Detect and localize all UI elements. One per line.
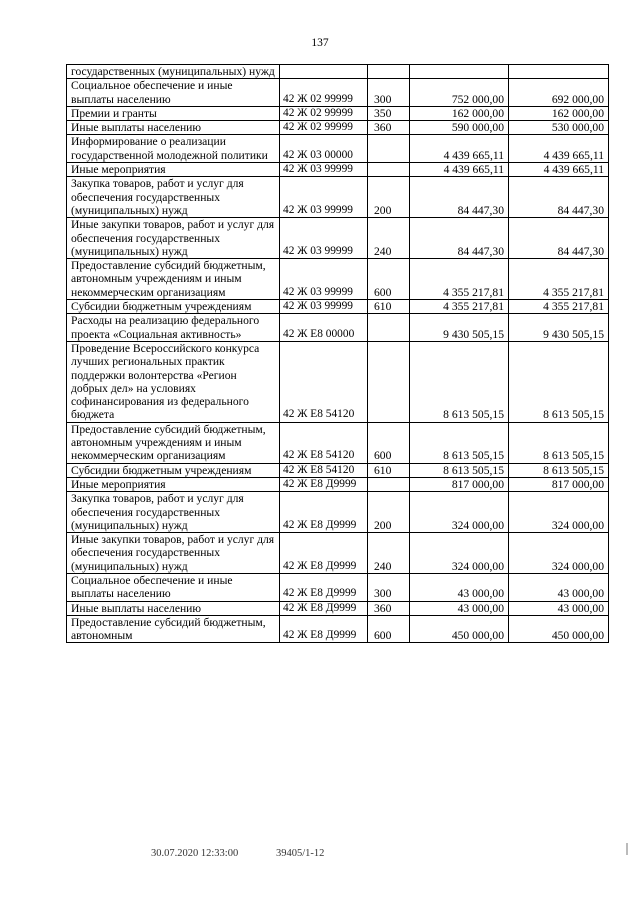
table-row (67, 163, 609, 177)
row-sum-1: 817 000,00 (410, 477, 509, 491)
table-row (67, 79, 609, 107)
row-sum-2: 4 439 665,11 (509, 163, 609, 177)
table-row (67, 492, 609, 533)
row-sum-2: 43 000,00 (509, 601, 609, 615)
footer-datetime: 30.07.2020 12:33:00 (151, 848, 239, 859)
row-code: 42 Ж 03 99999 (280, 259, 368, 300)
table-row (67, 314, 609, 342)
row-name: Социальное обеспечение и иные выплаты населению (67, 79, 280, 107)
row-code: 42 Ж E8 Д9999 (280, 492, 368, 533)
row-sum-1: 4 355 217,81 (410, 300, 509, 314)
row-name: Иные мероприятия (67, 163, 280, 177)
row-sum-2: 84 447,30 (509, 177, 609, 218)
row-type: 300 (368, 573, 410, 601)
row-sum-2: 84 447,30 (509, 218, 609, 259)
row-code: 42 Ж E8 54120 (280, 341, 368, 422)
row-type: 600 (368, 422, 410, 463)
row-type (368, 477, 410, 491)
row-code: 42 Ж 03 99999 (280, 177, 368, 218)
row-sum-1: 324 000,00 (410, 533, 509, 574)
row-type: 240 (368, 218, 410, 259)
row-sum-1: 162 000,00 (410, 106, 509, 120)
row-type (368, 65, 410, 79)
row-sum-1: 43 000,00 (410, 573, 509, 601)
row-code: 42 Ж 03 99999 (280, 163, 368, 177)
row-name: Премии и гранты (67, 106, 280, 120)
row-code: 42 Ж E8 54120 (280, 463, 368, 477)
row-name: Предоставление субсидий бюджетным, автономным учреждениям и иным некоммерческим организациям (67, 422, 280, 463)
row-sum-2: 692 000,00 (509, 79, 609, 107)
row-name: Закупка товаров, работ и услуг для обеспечения государственных (муниципальных) нужд (67, 177, 280, 218)
edge-mark (626, 843, 628, 855)
row-sum-2: 43 000,00 (509, 573, 609, 601)
row-sum-1: 84 447,30 (410, 177, 509, 218)
row-code: 42 Ж 03 99999 (280, 218, 368, 259)
row-sum-2: 450 000,00 (509, 615, 609, 643)
page-number: 137 (311, 37, 329, 49)
row-name: Иные мероприятия (67, 477, 280, 491)
row-type: 610 (368, 463, 410, 477)
row-sum-2: 8 613 505,15 (509, 422, 609, 463)
table-row (67, 341, 609, 422)
table-row (67, 65, 609, 79)
row-sum-2: 324 000,00 (509, 492, 609, 533)
row-code: 42 Ж 03 00000 (280, 135, 368, 163)
row-code: 42 Ж 02 99999 (280, 106, 368, 120)
table-row (67, 121, 609, 135)
table-row (67, 106, 609, 120)
row-name: Иные закупки товаров, работ и услуг для обеспечения государственных (муниципальных) нужд (67, 533, 280, 574)
row-sum-2: 9 430 505,15 (509, 314, 609, 342)
row-name: Иные выплаты населению (67, 121, 280, 135)
row-sum-1: 9 430 505,15 (410, 314, 509, 342)
row-name: Проведение Всероссийского конкурса лучших региональных практик поддержки волонтерства «Регион добрых дел» на условиях софинансирования из федерального бюджета (67, 341, 280, 422)
row-sum-2 (509, 65, 609, 79)
table-row (67, 177, 609, 218)
row-sum-1 (410, 65, 509, 79)
row-type: 200 (368, 492, 410, 533)
row-sum-1: 450 000,00 (410, 615, 509, 643)
row-name: Субсидии бюджетным учреждениям (67, 463, 280, 477)
row-sum-2: 162 000,00 (509, 106, 609, 120)
table-row (67, 533, 609, 574)
footer-doc-id: 39405/1-12 (276, 848, 325, 859)
row-name: государственных (муниципальных) нужд (67, 65, 280, 79)
row-code: 42 Ж 03 99999 (280, 300, 368, 314)
row-sum-1: 84 447,30 (410, 218, 509, 259)
row-code: 42 Ж E8 54120 (280, 422, 368, 463)
row-name: Закупка товаров, работ и услуг для обеспечения государственных (муниципальных) нужд (67, 492, 280, 533)
row-type (368, 163, 410, 177)
row-code: 42 Ж E8 Д9999 (280, 615, 368, 643)
row-type: 600 (368, 259, 410, 300)
row-sum-1: 8 613 505,15 (410, 463, 509, 477)
table-row (67, 573, 609, 601)
table-row (67, 259, 609, 300)
row-name: Предоставление субсидий бюджетным, автономным (67, 615, 280, 643)
row-sum-1: 324 000,00 (410, 492, 509, 533)
row-name: Расходы на реализацию федерального проекта «Социальная активность» (67, 314, 280, 342)
row-code: 42 Ж E8 00000 (280, 314, 368, 342)
row-type: 600 (368, 615, 410, 643)
row-code: 42 Ж 02 99999 (280, 121, 368, 135)
budget-table (66, 64, 609, 643)
row-sum-2: 817 000,00 (509, 477, 609, 491)
row-sum-2: 324 000,00 (509, 533, 609, 574)
row-type: 360 (368, 601, 410, 615)
row-name: Социальное обеспечение и иные выплаты населению (67, 573, 280, 601)
row-type (368, 135, 410, 163)
row-sum-1: 4 355 217,81 (410, 259, 509, 300)
row-name: Иные закупки товаров, работ и услуг для обеспечения государственных (муниципальных) нужд (67, 218, 280, 259)
row-sum-2: 8 613 505,15 (509, 341, 609, 422)
row-type: 300 (368, 79, 410, 107)
row-type: 360 (368, 121, 410, 135)
row-type (368, 314, 410, 342)
row-sum-1: 590 000,00 (410, 121, 509, 135)
table-row (67, 300, 609, 314)
table-row (67, 463, 609, 477)
table-row (67, 422, 609, 463)
row-code: 42 Ж E8 Д9999 (280, 573, 368, 601)
budget-table-body (67, 65, 609, 643)
row-name: Субсидии бюджетным учреждениям (67, 300, 280, 314)
row-name: Информирование о реализации государственной молодежной политики (67, 135, 280, 163)
row-sum-1: 752 000,00 (410, 79, 509, 107)
table-row (67, 135, 609, 163)
row-code (280, 65, 368, 79)
row-sum-1: 4 439 665,11 (410, 163, 509, 177)
row-type: 610 (368, 300, 410, 314)
row-code: 42 Ж E8 Д9999 (280, 477, 368, 491)
table-row (67, 601, 609, 615)
row-code: 42 Ж 02 99999 (280, 79, 368, 107)
row-type: 200 (368, 177, 410, 218)
row-code: 42 Ж E8 Д9999 (280, 533, 368, 574)
row-sum-2: 530 000,00 (509, 121, 609, 135)
row-type: 240 (368, 533, 410, 574)
row-code: 42 Ж E8 Д9999 (280, 601, 368, 615)
row-sum-1: 43 000,00 (410, 601, 509, 615)
row-sum-2: 4 355 217,81 (509, 259, 609, 300)
row-sum-1: 8 613 505,15 (410, 341, 509, 422)
row-sum-1: 4 439 665,11 (410, 135, 509, 163)
row-name: Иные выплаты населению (67, 601, 280, 615)
table-row (67, 477, 609, 491)
row-sum-2: 8 613 505,15 (509, 463, 609, 477)
row-sum-2: 4 355 217,81 (509, 300, 609, 314)
row-type: 350 (368, 106, 410, 120)
row-sum-2: 4 439 665,11 (509, 135, 609, 163)
row-type (368, 341, 410, 422)
row-name: Предоставление субсидий бюджетным, автономным учреждениям и иным некоммерческим организациям (67, 259, 280, 300)
table-row (67, 218, 609, 259)
table-row (67, 615, 609, 643)
row-sum-1: 8 613 505,15 (410, 422, 509, 463)
